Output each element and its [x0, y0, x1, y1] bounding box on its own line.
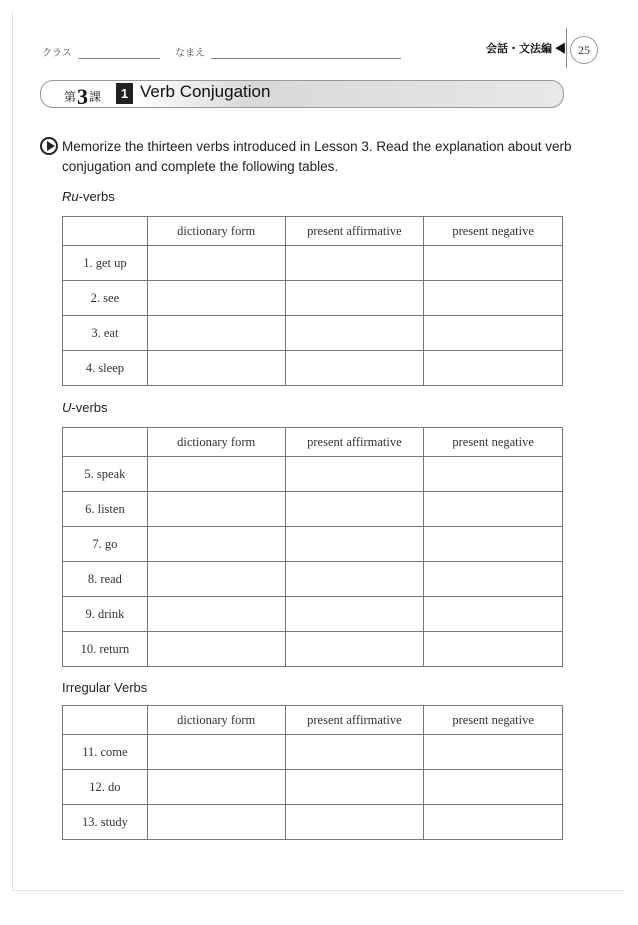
- verb-label: 10. return: [63, 632, 148, 667]
- class-blank[interactable]: [78, 48, 160, 59]
- u-verbs-heading: [62, 400, 108, 415]
- table-row: [63, 805, 563, 840]
- table-row: [63, 735, 563, 770]
- lesson-label: [64, 84, 101, 110]
- table-row: [63, 597, 563, 632]
- answer-cell[interactable]: [285, 735, 424, 770]
- answer-cell[interactable]: [147, 457, 285, 492]
- u-verbs-table: [62, 427, 563, 667]
- verb-label: 5. speak: [63, 457, 148, 492]
- answer-cell[interactable]: [285, 316, 424, 351]
- answer-cell[interactable]: [424, 492, 563, 527]
- answer-cell[interactable]: [147, 805, 285, 840]
- table-header-row: [63, 706, 563, 735]
- class-label: クラス: [42, 48, 72, 59]
- answer-cell[interactable]: [424, 632, 563, 667]
- answer-cell[interactable]: [285, 527, 424, 562]
- table-row: [63, 492, 563, 527]
- answer-cell[interactable]: [285, 770, 424, 805]
- answer-cell[interactable]: [424, 457, 563, 492]
- answer-cell[interactable]: [424, 527, 563, 562]
- answer-cell[interactable]: [424, 597, 563, 632]
- answer-cell[interactable]: [424, 316, 563, 351]
- answer-cell[interactable]: [147, 351, 285, 386]
- verb-label: 2. see: [63, 281, 148, 316]
- table-row: [63, 246, 563, 281]
- answer-cell[interactable]: [424, 351, 563, 386]
- table-header-row: [63, 428, 563, 457]
- verb-label: 13. study: [63, 805, 148, 840]
- answer-cell[interactable]: [285, 281, 424, 316]
- irregular-verbs-table: [62, 705, 563, 840]
- answer-cell[interactable]: [147, 246, 285, 281]
- answer-cell[interactable]: [285, 562, 424, 597]
- header-cell-empty: [63, 217, 148, 246]
- header-cell-empty: [63, 706, 148, 735]
- answer-cell[interactable]: [285, 492, 424, 527]
- header-present-affirmative: present affirmative: [285, 706, 424, 735]
- answer-cell[interactable]: [285, 597, 424, 632]
- lesson-number: 3: [77, 84, 89, 109]
- group-label-italic: U: [62, 400, 72, 415]
- answer-cell[interactable]: [147, 281, 285, 316]
- header-present-affirmative: present affirmative: [285, 428, 424, 457]
- answer-cell[interactable]: [424, 246, 563, 281]
- class-field: [42, 44, 160, 59]
- table-row: [63, 316, 563, 351]
- answer-cell[interactable]: [147, 597, 285, 632]
- table-row: [63, 457, 563, 492]
- answer-cell[interactable]: [285, 632, 424, 667]
- verb-label: 11. come: [63, 735, 148, 770]
- answer-cell[interactable]: [147, 632, 285, 667]
- header-cell-empty: [63, 428, 148, 457]
- answer-cell[interactable]: [285, 351, 424, 386]
- section-number-badge: 1: [116, 83, 133, 104]
- header-present-negative: present negative: [424, 428, 563, 457]
- verb-label: 8. read: [63, 562, 148, 597]
- header-dictionary-form: dictionary form: [147, 217, 285, 246]
- answer-cell[interactable]: [424, 805, 563, 840]
- verb-label: 6. listen: [63, 492, 148, 527]
- header-dictionary-form: dictionary form: [147, 428, 285, 457]
- name-blank[interactable]: [211, 48, 401, 59]
- page-title: Verb Conjugation: [140, 82, 271, 101]
- answer-cell[interactable]: [285, 246, 424, 281]
- header-present-negative: present negative: [424, 706, 563, 735]
- answer-cell[interactable]: [424, 281, 563, 316]
- irregular-verbs-heading: [62, 680, 147, 695]
- group-label-italic: Ru: [62, 189, 79, 204]
- answer-cell[interactable]: [147, 735, 285, 770]
- lesson-suffix: 課: [89, 90, 102, 104]
- answer-cell[interactable]: [147, 527, 285, 562]
- answer-cell[interactable]: [147, 770, 285, 805]
- page-bottom-edge: [12, 890, 624, 891]
- answer-cell[interactable]: [285, 805, 424, 840]
- header-present-negative: present negative: [424, 217, 563, 246]
- header-present-affirmative: present affirmative: [285, 217, 424, 246]
- name-label: なまえ: [175, 48, 205, 59]
- ru-verbs-heading: [62, 189, 115, 204]
- answer-cell[interactable]: [285, 457, 424, 492]
- lesson-prefix: 第: [64, 90, 77, 104]
- verb-label: 12. do: [63, 770, 148, 805]
- group-label-rest: -verbs: [71, 400, 108, 415]
- table-row: [63, 527, 563, 562]
- table-row: [63, 281, 563, 316]
- play-arrow-icon: [40, 137, 58, 155]
- answer-cell[interactable]: [147, 492, 285, 527]
- answer-cell[interactable]: [147, 562, 285, 597]
- table-header-row: [63, 217, 563, 246]
- verb-label: 1. get up: [63, 246, 148, 281]
- verb-label: 9. drink: [63, 597, 148, 632]
- answer-cell[interactable]: [424, 770, 563, 805]
- answer-cell[interactable]: [424, 735, 563, 770]
- ru-verbs-table: [62, 216, 563, 386]
- table-row: [63, 351, 563, 386]
- section-label: 会話・文法編 ◀: [486, 43, 567, 55]
- header-dictionary-form: dictionary form: [147, 706, 285, 735]
- group-label-rest: -verbs: [78, 189, 115, 204]
- verb-label: 3. eat: [63, 316, 148, 351]
- header-divider: [566, 28, 567, 68]
- table-row: [63, 632, 563, 667]
- name-field: [175, 44, 401, 59]
- instructions-text: Memorize the thirteen verbs introduced in Lesson 3. Read the explanation about verb conjugation and complete the following tables.: [62, 139, 572, 174]
- verb-label: 7. go: [63, 527, 148, 562]
- answer-cell[interactable]: [147, 316, 285, 351]
- verb-label: 4. sleep: [63, 351, 148, 386]
- table-row: [63, 562, 563, 597]
- table-row: [63, 770, 563, 805]
- page-number: 25: [570, 36, 598, 64]
- answer-cell[interactable]: [424, 562, 563, 597]
- group-label-rest: Irregular Verbs: [62, 680, 148, 695]
